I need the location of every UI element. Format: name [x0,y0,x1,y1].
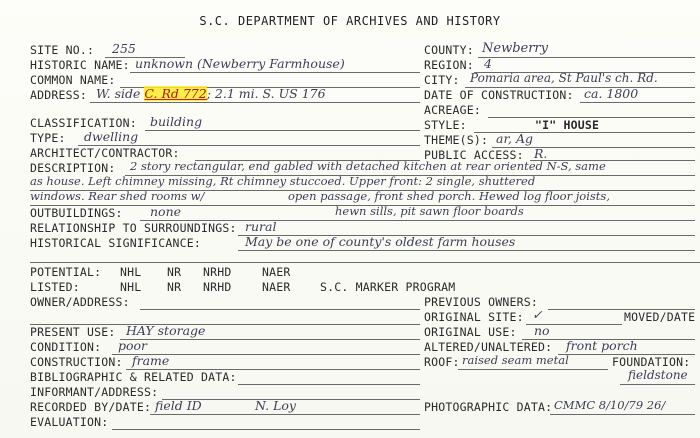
classification-label: CLASSIFICATION: [30,116,137,130]
potential-nrhd: NRHD [203,265,232,279]
recorded-initials: N. Loy [255,398,296,413]
architect-label: ARCHITECT/CONTRACTOR: [30,146,180,160]
original-site-check: ✓ [532,307,543,322]
description-label: DESCRIPTION: [30,161,116,175]
access-label: PUBLIC ACCESS: [424,148,524,162]
rule [238,250,695,251]
city-label: CITY: [424,73,460,87]
recorded-label: RECORDED BY/DATE: [30,400,152,414]
roof-value: raised seam metal [462,353,569,367]
potential-nr: NR [167,265,182,279]
owner-label: OWNER/ADDRESS: [30,295,130,309]
historic-name-value: unknown (Newberry Farmhouse) [135,56,345,71]
foundation-label: FOUNDATION: [612,355,691,369]
county-label: COUNTY: [424,43,474,57]
rule [530,160,695,161]
photo-value: CMMC 8/10/79 26/ [554,398,666,412]
listed-nr: NR [167,280,182,294]
region-label: REGION: [424,58,474,72]
rule [120,339,420,340]
informant-label: INFORMANT/ADDRESS: [30,385,159,399]
outbuildings-value: none [150,204,182,219]
rule [478,57,695,58]
moved-date-label: MOVED/DATE [624,310,696,324]
themes-value: ar, Ag [496,131,534,146]
altered-label: ALTERED/UNALTERED: [424,340,553,354]
agency-title: S.C. DEPARTMENT OF ARCHIVES AND HISTORY [199,14,501,28]
county-value: Newberry [482,41,548,56]
description-line-3b: open passage, front shed porch. Hewed log floor joists, [288,189,610,203]
rule [112,429,420,430]
original-use-value: no [534,323,550,338]
original-site-label: ORIGINAL SITE: [424,310,524,324]
evaluation-label: EVALUATION: [30,415,109,429]
style-value: "I" HOUSE [535,118,600,132]
acreage-label: ACREAGE: [424,103,481,117]
date-value: ca. 1800 [584,86,639,101]
potential-nhl: NHL [120,265,142,279]
city-value: Pomaria area, St Paul's ch. Rd. [470,71,658,85]
recorded-value: field ID [155,398,202,413]
potential-naer: NAER [262,265,291,279]
type-value: dwelling [84,129,139,144]
listed-naer: NAER [262,280,291,294]
foundation-value: fieldstone [628,368,688,382]
rule [140,309,420,310]
access-value: R. [534,146,548,161]
significance-label: HISTORICAL SIGNIFICANCE: [30,236,201,250]
rule [458,369,608,370]
type-label: TYPE: [30,131,66,145]
marker-program-label: S.C. MARKER PROGRAM [320,280,456,294]
roof-label: ROOF: [424,355,460,369]
rule [145,130,420,131]
significance-value: May be one of county's oldest farm houses [245,234,516,249]
historic-name-label: HISTORIC NAME: [30,58,130,72]
rule [130,72,420,73]
photo-label: PHOTOGRAPHIC DATA: [424,400,553,414]
original-use-label: ORIGINAL USE: [424,325,517,339]
date-label: DATE OF CONSTRUCTION: [424,88,574,102]
region-value: 4 [484,56,492,71]
altered-value: front porch [566,338,638,353]
listed-nrhd: NRHD [203,280,232,294]
classification-value: building [150,114,203,129]
description-line-1: 2 story rectangular, end gabled with detached kitchen at rear oriented N-S, same [130,159,606,173]
themes-label: THEME(S): [424,133,489,147]
rule [550,414,695,415]
construction-label: CONSTRUCTION: [30,355,123,369]
common-name-label: COMMON NAME: [30,73,116,87]
bibliographic-label: BIBLIOGRAPHIC & RELATED DATA: [30,370,237,384]
style-label: STYLE: [424,118,467,132]
condition-label: CONDITION: [30,340,102,354]
rule [150,414,420,415]
construction-value: frame [132,353,170,368]
rule [90,102,420,103]
relationship-value: rural [245,219,277,234]
rule [620,384,695,385]
section-divider [30,262,700,263]
description-line-2: as house. Left chimney missing, Rt chimney stuccoed. Upper front: 2 single, shuttered [30,174,536,188]
condition-value: poor [118,338,148,353]
listed-nhl: NHL [120,280,142,294]
description-line-3: windows. Rear shed rooms w/ [30,189,205,203]
potential-label: POTENTIAL: [30,265,102,279]
listed-label: LISTED: [30,280,80,294]
present-use-value: HAY storage [126,323,206,338]
present-use-label: PRESENT USE: [30,325,116,339]
previous-owners-label: PREVIOUS OWNERS: [424,295,538,309]
address-value: W. side C. Rd 772; 2.1 mi. S. US 176 [96,86,326,101]
site-no-label: SITE NO.: [30,43,95,57]
rule [580,102,695,103]
relationship-label: RELATIONSHIP TO SURROUNDINGS: [30,221,237,235]
address-highlight: C. Rd 772 [144,86,207,101]
rule [238,384,420,385]
site-no-value: 255 [112,41,136,56]
outbuildings-label: OUTBUILDINGS: [30,206,123,220]
address-label: ADDRESS: [30,88,87,102]
outbuildings-note: hewn sills, pit sawn floor boards [335,204,524,218]
